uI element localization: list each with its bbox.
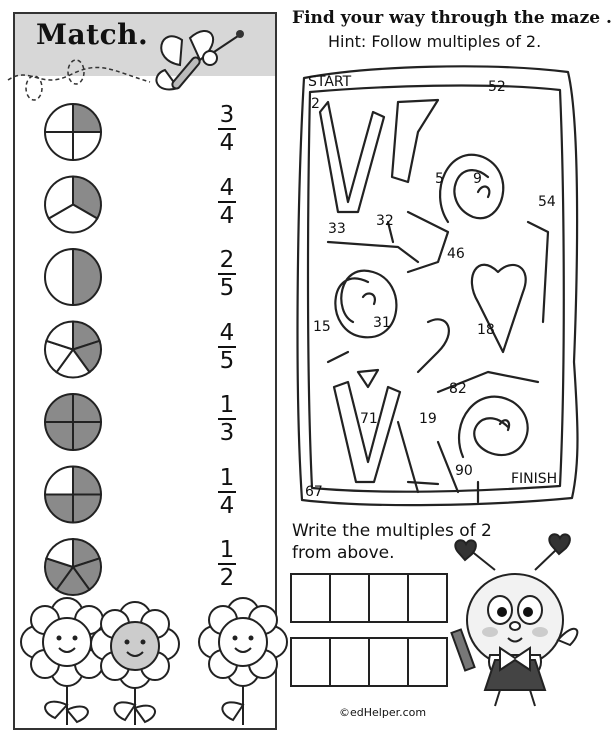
- maze-number: 71: [360, 411, 378, 427]
- fraction-denominator: 4: [219, 202, 235, 229]
- fraction-pie: [45, 177, 101, 233]
- maze-number: 31: [373, 315, 391, 331]
- fraction-denominator: 4: [219, 130, 235, 156]
- pie-slice: [73, 422, 101, 450]
- pie-slice: [73, 394, 101, 422]
- answer-box[interactable]: [368, 637, 409, 687]
- fraction-numerator: 4: [219, 174, 235, 201]
- fraction-pie: [45, 467, 101, 523]
- maze-number: 52: [488, 79, 506, 95]
- pie-slice: [45, 394, 73, 422]
- copyright: ©edHelper.com: [339, 706, 427, 719]
- pie-slice: [45, 249, 73, 305]
- maze-number: 82: [449, 381, 467, 397]
- answer-row-1: [290, 573, 446, 623]
- answer-box[interactable]: [368, 573, 409, 623]
- answer-row-2: [290, 637, 446, 687]
- answer-box[interactable]: [290, 573, 331, 623]
- match-title: Match.: [36, 18, 149, 51]
- fraction-label: [212, 538, 242, 590]
- answer-box[interactable]: [329, 637, 370, 687]
- maze-number: 2: [311, 96, 320, 112]
- fraction-numerator: 2: [219, 247, 235, 273]
- fraction-label: [212, 393, 242, 445]
- maze-number: 15: [313, 319, 331, 335]
- fraction-pie: [45, 249, 101, 305]
- maze-number: 67: [305, 484, 323, 500]
- maze-number: 9: [473, 171, 482, 187]
- maze: [288, 62, 588, 512]
- answer-box[interactable]: [329, 573, 370, 623]
- pie-slice: [45, 104, 73, 132]
- fraction-pie: [45, 539, 101, 595]
- fraction-numerator: 1: [219, 392, 235, 418]
- fraction-pie: [45, 394, 101, 450]
- fraction-pie: [45, 104, 101, 160]
- maze-number: 18: [477, 322, 495, 338]
- maze-number: 5: [435, 171, 444, 187]
- fraction-numerator: 3: [219, 102, 235, 128]
- fraction-label: [212, 321, 242, 373]
- fraction-pie: [45, 322, 101, 378]
- pie-slice: [45, 467, 73, 495]
- fraction-label: [212, 103, 242, 155]
- fraction-denominator: 4: [219, 492, 235, 519]
- fraction-label: [212, 248, 242, 300]
- fraction-label: [212, 176, 242, 228]
- maze-number: 90: [455, 463, 473, 479]
- maze-title: Find your way through the maze .: [292, 8, 612, 28]
- fraction-denominator: 3: [219, 420, 235, 446]
- maze-number: 46: [447, 246, 465, 262]
- pie-slice: [45, 495, 73, 523]
- worksheet-instruction: Write the multiples of 2 from above.: [292, 521, 492, 563]
- fraction-denominator: 5: [219, 275, 235, 301]
- maze-start: START: [308, 74, 352, 90]
- maze-number: 33: [328, 221, 346, 237]
- maze-hint: Hint: Follow multiples of 2.: [328, 32, 542, 51]
- pie-slice: [73, 104, 101, 132]
- pie-slice: [73, 249, 101, 305]
- bee-icon: [440, 530, 595, 710]
- pie-slice: [45, 132, 73, 160]
- answer-box[interactable]: [290, 637, 331, 687]
- fraction-numerator: 1: [219, 537, 235, 563]
- pie-slice: [73, 467, 101, 495]
- maze-number: 32: [376, 213, 394, 229]
- pie-slice: [73, 132, 101, 160]
- fraction-numerator: 1: [219, 464, 235, 491]
- fraction-denominator: 5: [219, 347, 235, 374]
- fraction-label: [212, 466, 242, 518]
- maze-number: 19: [419, 411, 437, 427]
- maze-number: 54: [538, 194, 556, 210]
- flowers-icon: [15, 600, 275, 728]
- pie-slice: [45, 422, 73, 450]
- fraction-denominator: 2: [219, 565, 235, 591]
- maze-finish: FINISH: [511, 471, 558, 487]
- pie-slice: [73, 495, 101, 523]
- fraction-numerator: 4: [219, 319, 235, 346]
